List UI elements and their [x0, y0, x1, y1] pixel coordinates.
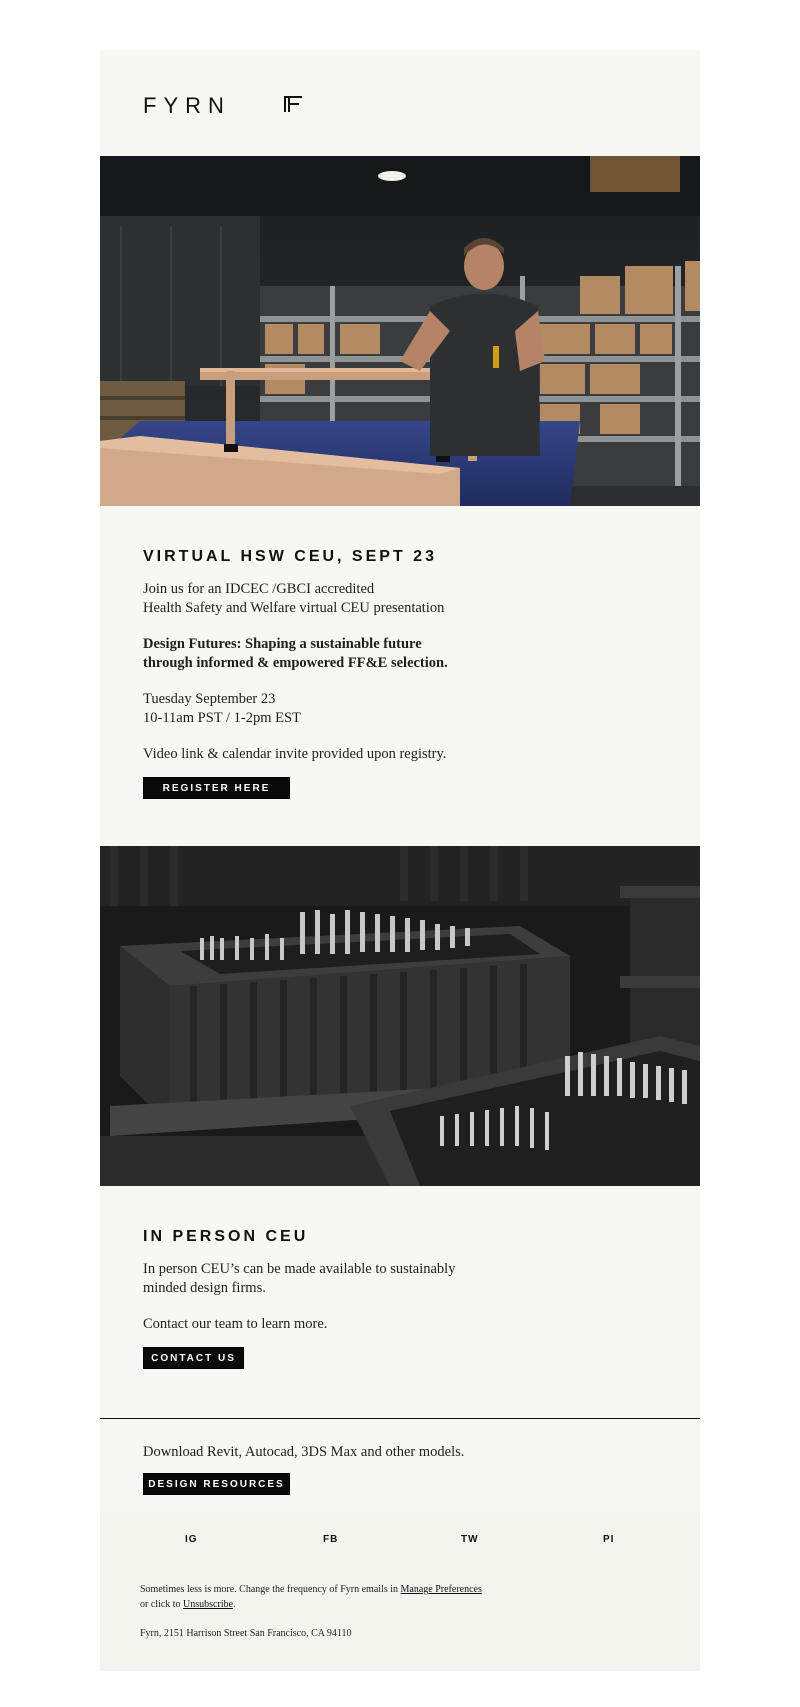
company-address: Fyrn, 2151 Harrison Street San Francisco, CA 94110 — [140, 1628, 352, 1639]
facebook-link[interactable]: FB — [323, 1534, 339, 1545]
title-line-1: Design Futures: Shaping a sustainable future — [143, 636, 422, 652]
description-line-2: minded design firms. — [143, 1280, 266, 1296]
contact-us-button[interactable]: CONTACT US — [143, 1347, 244, 1369]
twitter-link[interactable]: TW — [461, 1534, 479, 1545]
crates-photo — [100, 846, 700, 1186]
preferences-text — [140, 1582, 660, 1612]
intro-line-1: Join us for an IDCEC /GBCI accredited — [143, 581, 375, 597]
email-header — [100, 50, 700, 156]
in-person-description — [143, 1260, 657, 1298]
virtual-ceu-section — [100, 506, 700, 846]
virtual-ceu-heading: VIRTUAL HSW CEU, SEPT 23 — [143, 548, 437, 565]
event-date-time — [143, 690, 657, 728]
title-line-2: through informed & empowered FF&E selection. — [143, 655, 448, 671]
preferences-prefix: Sometimes less is more. Change the frequency of Fyrn emails in — [140, 1584, 401, 1595]
manage-preferences-link[interactable]: Manage Preferences — [400, 1584, 482, 1595]
contact-note: Contact our team to learn more. — [143, 1316, 328, 1332]
workshop-photo — [100, 156, 700, 506]
unsubscribe-prefix: or click to — [140, 1599, 184, 1610]
brand-mark-icon — [284, 95, 302, 113]
instagram-link[interactable]: IG — [185, 1534, 198, 1545]
social-links — [100, 1512, 700, 1562]
description-line-1: In person CEU’s can be made available to sustainably — [143, 1261, 456, 1277]
email-footer — [100, 1562, 700, 1671]
brand-logo[interactable]: FYRN — [143, 93, 231, 118]
unsubscribe-suffix: . — [233, 1599, 236, 1610]
virtual-ceu-intro — [143, 580, 657, 618]
registration-note: Video link & calendar invite provided upon registry. — [143, 746, 447, 762]
event-date: Tuesday September 23 — [143, 691, 276, 707]
register-button[interactable]: REGISTER HERE — [143, 777, 290, 799]
in-person-ceu-section — [100, 1186, 700, 1418]
pinterest-link[interactable]: PI — [603, 1534, 615, 1545]
presentation-title — [143, 635, 657, 673]
event-time: 10-11am PST / 1-2pm EST — [143, 710, 301, 726]
design-resources-button[interactable]: DESIGN RESOURCES — [143, 1473, 290, 1495]
design-resources-section — [100, 1419, 700, 1512]
intro-line-2: Health Safety and Welfare virtual CEU presentation — [143, 600, 445, 616]
email-container — [100, 50, 700, 1671]
unsubscribe-link[interactable]: Unsubscribe — [183, 1599, 234, 1610]
in-person-ceu-heading: IN PERSON CEU — [143, 1228, 309, 1245]
resources-text: Download Revit, Autocad, 3DS Max and other models. — [143, 1444, 465, 1460]
